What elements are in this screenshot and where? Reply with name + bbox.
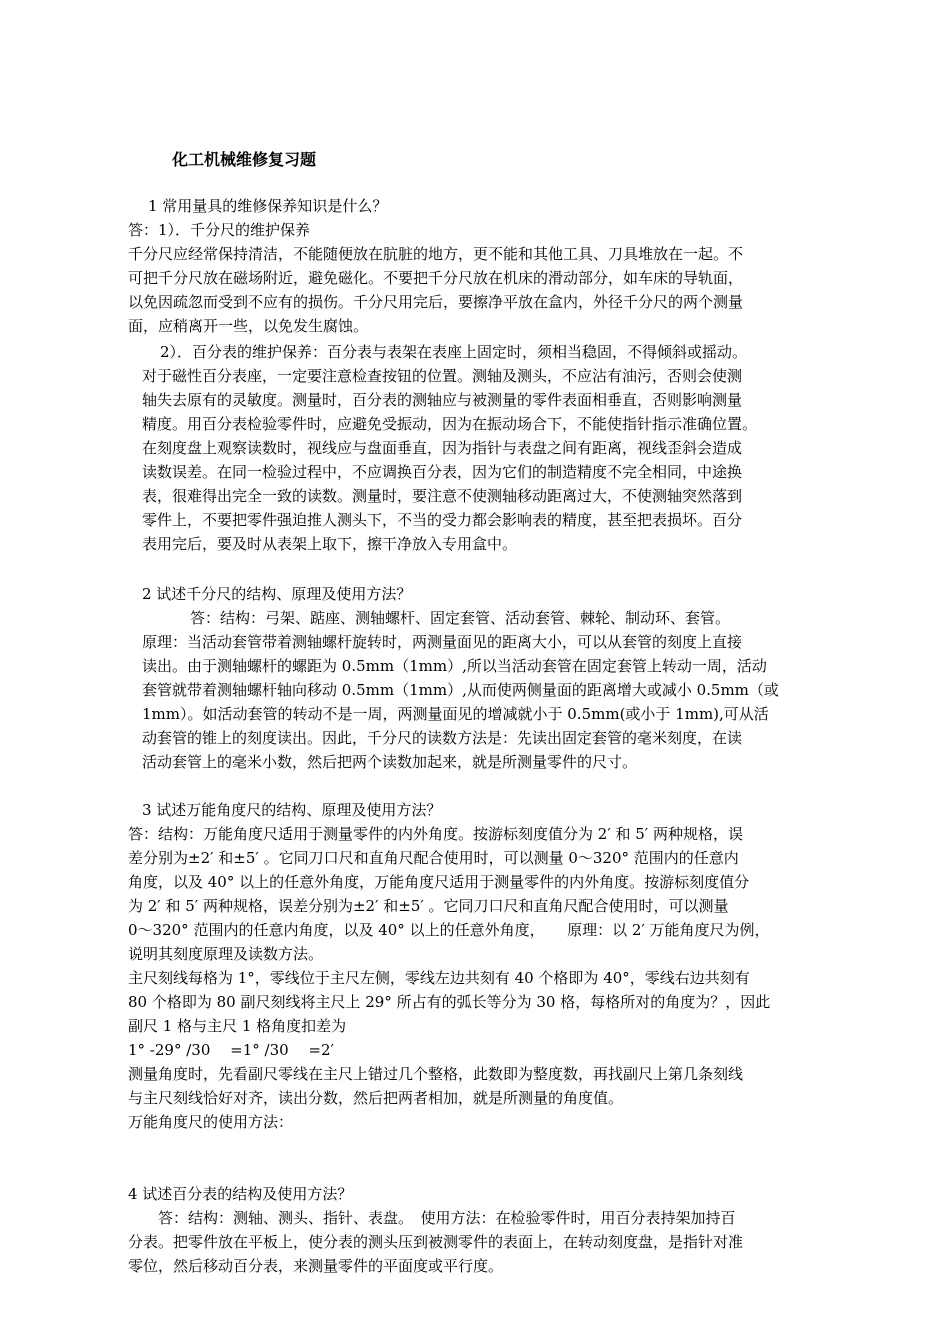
text-line: 角度，以及 40° 以上的任意外角度，万能角度尺适用于测量零件的内外角度。按游标刻度值分 — [128, 873, 750, 891]
text-line: 在刻度盘上观察读数时，视线应与盘面垂直，因为指针与表盘之间有距离，视线歪斜会造成 — [142, 439, 743, 457]
text-line: 轴失去原有的灵敏度。测量时，百分表的测轴应与被测量的零件表面相垂直，否则影响测量 — [142, 391, 743, 409]
text-line: 表，很难得出完全一致的读数。测量时，要注意不使测轴移动距离过大，不使测轴突然落到 — [142, 487, 743, 505]
text-line: 千分尺应经常保持清洁，不能随便放在肮脏的地方，更不能和其他工具、刀具堆放在一起。不 — [128, 245, 744, 263]
text-line: 与主尺刻线恰好对齐，读出分数，然后把两者相加，就是所测量的角度值。 — [128, 1089, 624, 1107]
question-heading: 4 试述百分表的结构及使用方法？ — [128, 1185, 353, 1203]
question-heading: 3 试述万能角度尺的结构、原理及使用方法？ — [142, 801, 442, 819]
text-line: 分表。把零件放在平板上，使分表的测头压到被测零件的表面上，在转动刻度盘，是指针对准 — [128, 1233, 744, 1251]
text-line: 面，应稍离开一些，以免发生腐蚀。 — [128, 317, 369, 335]
text-line: 说明其刻度原理及读数方法。 — [128, 945, 324, 963]
text-line: 表用完后，要及时从表架上取下，擦干净放入专用盒中。 — [142, 535, 518, 553]
text-line: 读出。由于测轴螺杆的螺距为 0.5mm（1mm）,所以当活动套管在固定套管上转动一周，活动 — [142, 657, 767, 675]
text-line: 答：结构：测轴、测头、指针、表盘。 使用方法：在检验零件时，用百分表持架加持百 — [158, 1209, 736, 1227]
text-line: 读数误差。在同一检验过程中，不应调换百分表，因为它们的制造精度不完全相同，中途换 — [142, 463, 743, 481]
text-line: 主尺刻线每格为 1°，零线位于主尺左侧，零线左边共刻有 40 个格即为 40°，零线右边共刻有 — [128, 969, 750, 987]
question-heading: 2 试述千分尺的结构、原理及使用方法？ — [142, 585, 412, 603]
text-line: 副尺 1 格与主尺 1 格角度扣差为 — [128, 1017, 347, 1035]
text-line: 精度。用百分表检验零件时，应避免受振动，因为在振动场合下，不能使指针指示准确位置。 — [142, 415, 758, 433]
text-line: 答：结构：万能角度尺适用于测量零件的内外角度。按游标刻度值分为 2′ 和 5′ 两种规格，误 — [128, 825, 743, 843]
text-line: 测量角度时，先看副尺零线在主尺上错过几个整格，此数即为整度数，再找副尺上第几条刻线 — [128, 1065, 744, 1083]
text-line: 答：结构：弓架、踮座、测轴螺杆、固定套管、活动套管、棘轮、制动环、套管。 — [190, 609, 731, 627]
text-line: 零件上，不要把零件强迫推人测头下，不当的受力都会影响表的精度，甚至把表损坏。百分 — [142, 511, 743, 529]
text-line: 动套管的锥上的刻度读出。因此，千分尺的读数方法是：先读出固定套管的毫米刻度，在读 — [142, 729, 743, 747]
text-line: 万能角度尺的使用方法： — [128, 1113, 294, 1131]
text-line: 0～320° 范围内的任意内角度，以及 40° 以上的任意外角度， 原理：以 2′ 万能角度尺为例， — [128, 921, 770, 939]
text-line: 零位，然后移动百分表，来测量零件的平面度或平行度。 — [128, 1257, 504, 1275]
text-line: 套管就带着测轴螺杆轴向移动 0.5mm（1mm）,从而使两侧量面的距离增大或减小 0.5mm（或 — [142, 681, 779, 699]
question-heading: 1 常用量具的维修保养知识是什么？ — [148, 197, 388, 215]
text-line: 差分别为±2′ 和±5′ 。它同刀口尺和直角尺配合使用时，可以测量 0～320° 范围内的任意内 — [128, 849, 739, 867]
formula-line: 1° -29° /30 =1° /30 =2′ — [128, 1041, 334, 1059]
text-line: 为 2′ 和 5′ 两种规格，误差分别为±2′ 和±5′ 。它同刀口尺和直角尺配合使用时，可以测量 — [128, 897, 729, 915]
text-line: 答：1）．千分尺的维护保养 — [128, 221, 311, 239]
text-line: 原理：当活动套管带着测轴螺杆旋转时，两测量面见的距离大小，可以从套管的刻度上直接 — [142, 633, 743, 651]
text-line: 2）．百分表的维护保养：百分表与表架在表座上固定时，须相当稳固，不得倾斜或摇动。 — [160, 343, 748, 361]
text-line: 1mm）。如活动套管的转动不是一周，两测量面见的增减就小于 0.5mm(或小于 1mm),可从活 — [142, 705, 769, 723]
text-line: 对于磁性百分表座，一定要注意检查按钮的位置。测轴及测头，不应沾有油污，否则会使测 — [142, 367, 743, 385]
page-title: 化工机械维修复习题 — [172, 150, 317, 169]
text-line: 80 个格即为 80 副尺刻线将主尺上 29° 所占有的弧长等分为 30 格，每格所对的角度为？，因此 — [128, 993, 771, 1011]
text-line: 可把千分尺放在磁场附近，避免磁化。不要把千分尺放在机床的滑动部分，如车床的导轨面， — [128, 269, 744, 287]
text-line: 活动套管上的毫米小数，然后把两个读数加起来，就是所测量零件的尺寸。 — [142, 753, 638, 771]
text-line: 以免因疏忽而受到不应有的损伤。千分尺用完后，要擦净平放在盒内，外径千分尺的两个测量 — [128, 293, 744, 311]
